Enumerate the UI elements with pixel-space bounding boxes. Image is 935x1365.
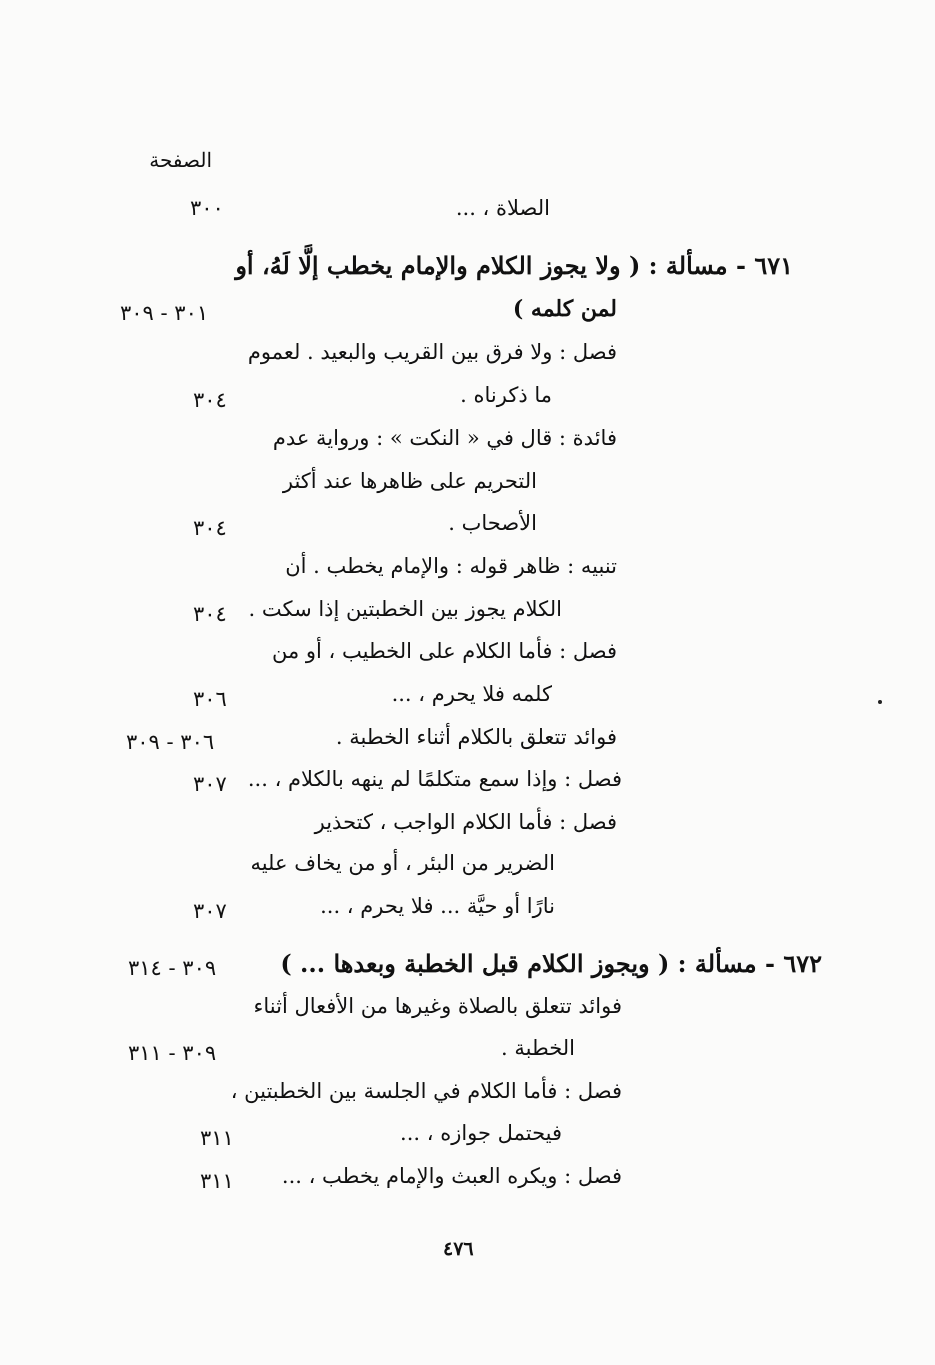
- toc-entry-page: ٣٠٦: [193, 687, 227, 711]
- toc-entry-page: ٣٠٧: [193, 899, 227, 923]
- toc-entry-text: كلمه فلا يحرم ، ...: [391, 682, 552, 706]
- toc-entry-page: ٣٠٩ - ٣١١: [128, 1041, 217, 1065]
- toc-entry-text: نارًا أو حيَّة ... فلا يحرم ، ...: [320, 894, 555, 918]
- toc-entry-text: فصل : فأما الكلام في الجلسة بين الخطبتين ،: [230, 1079, 622, 1103]
- toc-entry-text: فوائد تتعلق بالصلاة وغيرها من الأفعال أثناء: [253, 994, 622, 1018]
- toc-entry-page: ٣٠٤: [193, 516, 227, 540]
- toc-entry-text: فصل : ولا فرق بين القريب والبعيد . لعموم: [247, 340, 617, 364]
- toc-entry-page: ٣٠٧: [193, 772, 227, 796]
- toc-entry-text: الصلاة ، ...: [455, 196, 550, 220]
- toc-entry-text: التحريم على ظاهرها عند أكثر: [282, 469, 537, 493]
- toc-entry-text: فصل : وإذا سمع متكلمًا لم ينهه بالكلام ، ...: [247, 767, 622, 791]
- toc-entry-page: ٣٠١ - ٣٠٩: [120, 301, 209, 325]
- page-column-header: الصفحة: [149, 148, 212, 172]
- toc-entry-text: فصل : ويكره العبث والإمام يخطب ، ...: [281, 1164, 622, 1188]
- toc-entry-page: ٣٠٠: [190, 196, 224, 220]
- toc-entry-text: فيحتمل جوازه ، ...: [400, 1121, 562, 1145]
- toc-entry-text: فصل : فأما الكلام الواجب ، كتحذير: [314, 810, 617, 834]
- toc-entry-text: فائدة : قال في « النكت » : ورواية عدم: [272, 426, 617, 450]
- toc-entry-text: فصل : فأما الكلام على الخطيب ، أو من: [271, 639, 617, 663]
- toc-entry-text: فوائد تتعلق بالكلام أثناء الخطبة .: [335, 725, 617, 749]
- issue-heading: ٦٧٢ - مسألة : ( ويجوز الكلام قبل الخطبة وبعدها ... ): [280, 949, 822, 978]
- toc-entry-text: الأصحاب .: [448, 511, 537, 535]
- toc-entry-text: لمن كلمه ): [512, 296, 617, 322]
- toc-entry-text: تنبيه : ظاهر قوله : والإمام يخطب . أن: [285, 554, 617, 578]
- toc-entry-text: الضرير من البئر ، أو من يخاف عليه: [250, 851, 555, 875]
- toc-entry-text: الخطبة .: [501, 1036, 575, 1060]
- toc-entry-page: ٣٠٤: [193, 388, 227, 412]
- issue-heading: ٦٧١ - مسألة : ( ولا يجوز الكلام والإمام يخطب إلَّا لَهُ، أو: [235, 251, 793, 280]
- scan-speck: [878, 700, 882, 704]
- toc-entry-text: ما ذكرناه .: [460, 383, 552, 407]
- toc-entry-page: ٣٠٤: [193, 602, 227, 626]
- toc-entry-page: ٣١١: [200, 1169, 234, 1193]
- toc-entry-page: ٣١١: [200, 1126, 234, 1150]
- page-number: ٤٧٦: [443, 1238, 474, 1260]
- toc-entry-page: ٣٠٩ - ٣١٤: [128, 956, 217, 980]
- toc-entry-page: ٣٠٦ - ٣٠٩: [126, 730, 215, 754]
- toc-entry-text: الكلام يجوز بين الخطبتين إذا سكت .: [248, 597, 562, 621]
